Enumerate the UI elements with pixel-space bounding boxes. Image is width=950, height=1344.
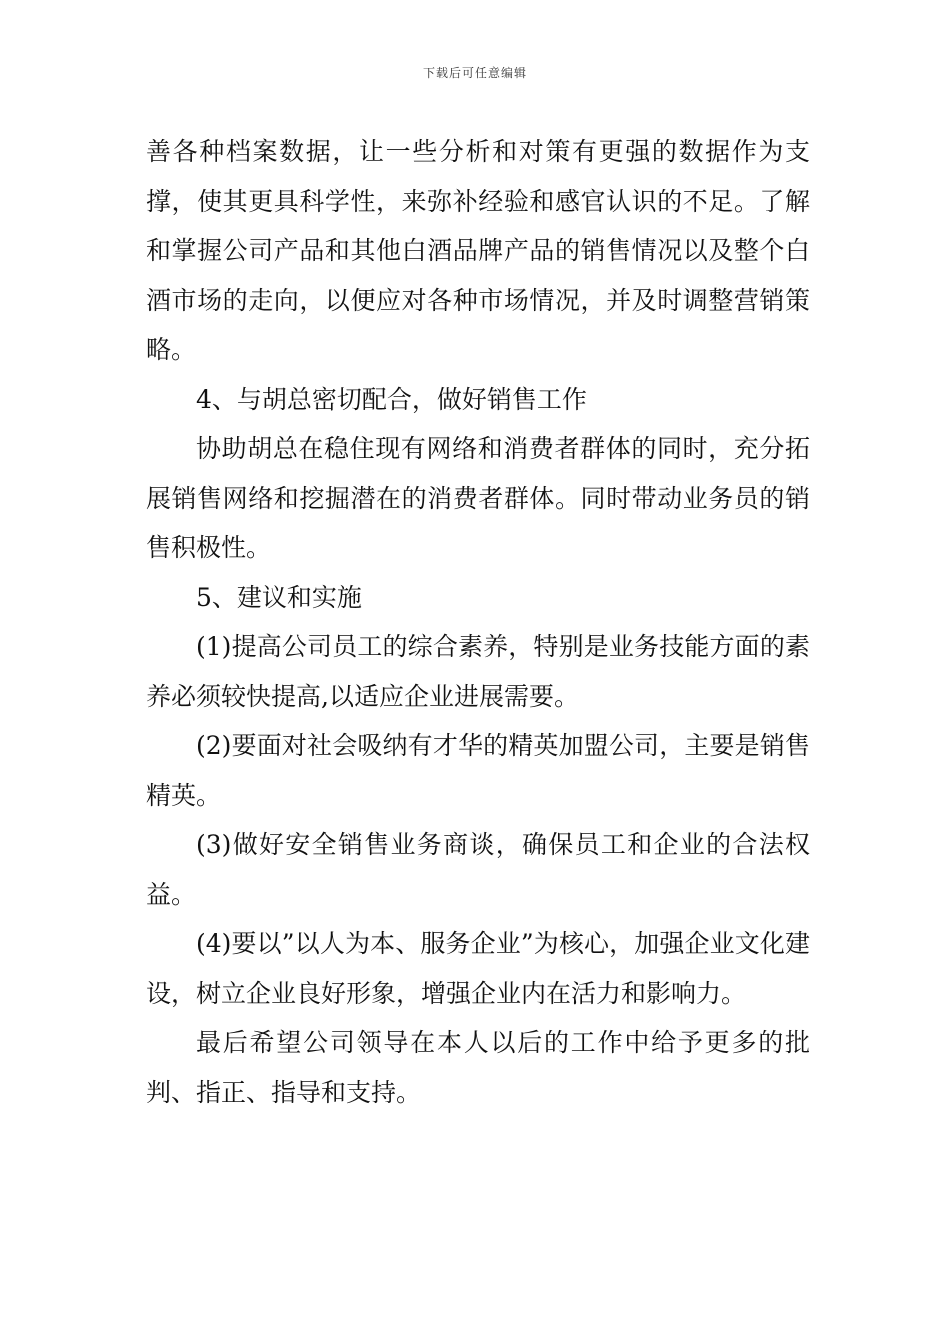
suggestion-item-1: (1)提高公司员工的综合素养，特别是业务技能方面的素养必须较快提高,以适应企业进展需要。 [146,632,810,711]
suggestion-item-3: (3)做好安全销售业务商谈，确保员工和企业的合法权益。 [146,830,810,909]
suggestion-item-4: (4)要以”以人为本、服务企业”为核心，加强企业文化建设，树立企业良好形象，增强企业内在活力和影响力。 [146,929,810,1008]
section-heading-4: 4、与胡总密切配合，做好销售工作 [196,384,587,414]
document-body [146,127,810,1117]
suggestion-item-2: (2)要面对社会吸纳有才华的精英加盟公司，主要是销售精英。 [146,731,810,810]
paragraph-section-4: 协助胡总在稳住现有网络和消费者群体的同时，充分拓展销售网络和挖掘潜在的消费者群体。同时带动业务员的销售积极性。 [146,434,810,562]
paragraph-continued: 善各种档案数据，让一些分析和对策有更强的数据作为支撑，使其更具科学性，来弥补经验和感官认识的不足。了解和掌握公司产品和其他白酒品牌产品的销售情况以及整个白酒市场的走向，以便应对各种市场情况，并及时调整营销策略。 [146,137,810,364]
page-header: 下载后可任意编辑 [422,66,527,80]
section-heading-5: 5、建议和实施 [196,582,362,612]
closing-paragraph: 最后希望公司领导在本人以后的工作中给予更多的批判、指正、指导和支持。 [146,1028,810,1107]
